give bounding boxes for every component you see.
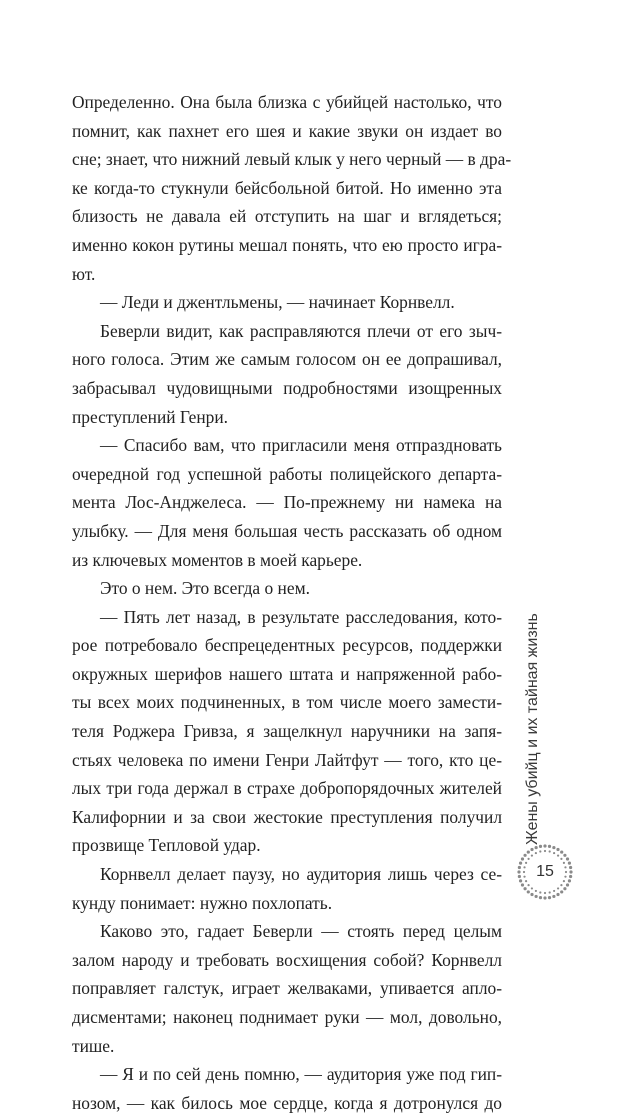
text-line: помнит, как пахнет его шея и какие звуки он издает во (72, 120, 502, 141)
text-line: преступлений Генри. (72, 406, 229, 427)
text-line: кунду понимает: нужно похлопать. (72, 892, 333, 913)
text-line: — Пять лет назад, в результате расследования, кото- (100, 606, 502, 627)
text-line: близость не давала ей отступить на шаг и вглядеться; (72, 206, 502, 227)
text-line: Каково это, гадает Беверли — стоять перед целым (100, 921, 502, 942)
text-line: ного голоса. Этим же самым голосом он ее допрашивал, (72, 349, 502, 370)
text-line: нозом, — как билось мое сердце, когда я дотронулся до (72, 1092, 502, 1113)
text-line: улыбку. — Для меня большая честь рассказать об одном (72, 520, 502, 541)
text-line: окружных шерифов нашего штата и напряженной рабо- (72, 663, 502, 684)
text-line: теля Роджера Гривза, я защелкнул наручники на запя- (72, 721, 502, 742)
text-line: тише. (72, 1035, 115, 1056)
running-title: Жены убийц и их тайная жизнь (524, 613, 541, 845)
text-line: Корнвелл делает паузу, но аудитория лишь через се- (100, 864, 502, 885)
text-line: дисментами; наконец поднимает руки — мол, довольно, (72, 1007, 502, 1027)
text-line: ке когда-то стукнули бейсбольной битой. Но именно эта (72, 177, 502, 198)
page-number-ornament (513, 840, 577, 904)
text-line: — Спасибо вам, что пригласили меня отпраздновать (100, 435, 502, 456)
text-line: забрасывал чудовищными подробностями изощренных (72, 377, 502, 398)
text-line: Беверли видит, как расправляются плечи от его зыч- (100, 320, 502, 341)
text-line: лых три года держал в страхе добропорядочных жителей (72, 778, 502, 799)
text-line: именно кокон рутины мешал понять, что ею просто игра- (72, 234, 502, 255)
text-line: Определенно. Она была близка с убийцей настолько, что (72, 92, 502, 112)
text-line: — Я и по сей день помню, — аудитория уже под гип- (100, 1064, 502, 1085)
body-text (72, 88, 512, 1117)
text-line: — Леди и джентльмены, — начинает Корнвелл. (100, 292, 455, 313)
text-line: залом народу и требовать восхищения собой? Корнвелл (72, 949, 502, 970)
text-line: ют. (72, 263, 96, 284)
text-line: очередной год успешной работы полицейского департа- (72, 463, 502, 484)
text-line: поправляет галстук, играет желваками, упивается апло- (72, 978, 502, 999)
text-line: из ключевых моментов в моей карьере. (72, 549, 363, 570)
text-line: прозвище Тепловой удар. (72, 835, 261, 856)
page-number: 15 (536, 863, 554, 880)
text-line: Это о нем. Это всегда о нем. (100, 578, 310, 599)
text-line: рое потребовало беспрецедентных ресурсов, поддержки (72, 635, 502, 656)
text-line: стьях человека по имени Генри Лайтфут — того, кто це- (72, 749, 502, 770)
text-line: ты всех моих подчиненных, в том числе моего замести- (72, 692, 502, 713)
text-line: Калифорнии и за свои жестокие преступления получил (72, 806, 502, 827)
text-line: мента Лос-Анджелеса. — По-прежнему ни намека на (72, 492, 502, 513)
text-line: сне; знает, что нижний левый клык у него черный — в дра- (72, 149, 512, 170)
